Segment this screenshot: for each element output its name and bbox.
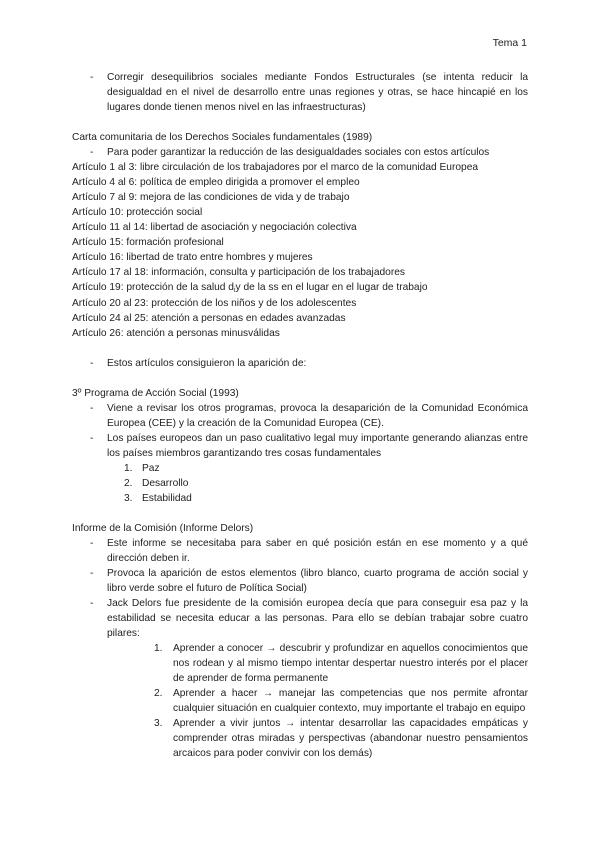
list-item: - Para poder garantizar la reducción de las desigualdades sociales con estos artículos	[90, 147, 490, 158]
page-header: Tema 1	[492, 37, 527, 49]
list-item: - Corregir desequilibrios sociales mediante Fondos Estructurales (se intenta reducir la desigualdad en el nivel de desarrollo entre unas regiones y otras, se hace hincapié en los lugares donde tienen menos nivel en las infraestructuras)	[90, 72, 528, 113]
numbered-item: 3. Estabilidad	[124, 493, 192, 504]
list-item: - Este informe se necesitaba para saber en qué posición están en ese momento y a qué dirección deben ir.	[90, 538, 528, 564]
section-heading-programa: 3º Programa de Acción Social (1993)	[72, 388, 239, 399]
list-item: - Los países europeos dan un paso cualitativo legal muy importante generando alianzas entre los países miembros garantizando tres cosas fundamentales	[90, 433, 528, 459]
list-item: - Jack Delors fue presidente de la comisión europea decía que para conseguir esa paz y la estabilidad se necesita educar a las personas. Para ello se debían trabajar sobre cuatro pilares:	[90, 598, 528, 639]
numbered-item: 1. Aprender a conocer → descubrir y profundizar en aquellos conocimientos que nos rodean y al mismo tiempo intentar despertar nuestro interés por el placer de aprender de forma permanente	[154, 643, 528, 684]
bullet-dash: -	[90, 72, 94, 83]
article-line: Artículo 17 al 18: información, consulta y participación de los trabajadores	[72, 267, 405, 278]
bullet-dash: -	[90, 147, 94, 158]
list-item: - Provoca la aparición de estos elementos (libro blanco, cuarto programa de acción social y libro verde sobre el futuro de Política Social)	[90, 568, 528, 594]
numbered-item: 2. Aprender a hacer → manejar las competencias que nos permite afrontar cualquier situación en cualquier contexto, muy importante el trabajo en equipo	[154, 688, 528, 714]
numbered-item: 3. Aprender a vivir juntos → intentar desarrollar las capacidades empáticas y comprender otras miradas y perspectivas (abandonar nuestro pensamientos arcaicos para poder convivir con los demás)	[154, 718, 528, 759]
numbered-item: 2. Desarrollo	[124, 478, 189, 489]
bullet-dash: -	[90, 538, 94, 549]
list-item: - Estos artículos consiguieron la aparición de:	[90, 358, 307, 369]
bullet-dash: -	[90, 433, 94, 444]
article-line: Artículo 10: protección social	[72, 207, 203, 218]
bullet-dash: -	[90, 568, 94, 579]
article-line: Artículo 15: formación profesional	[72, 237, 224, 248]
article-line: Artículo 4 al 6: política de empleo dirigida a promover el empleo	[72, 177, 360, 188]
document-body	[72, 70, 528, 761]
article-line: Artículo 24 al 25: atención a personas en edades avanzadas	[72, 313, 346, 324]
numbered-item: 1. Paz	[124, 463, 160, 474]
bullet-dash: -	[90, 598, 94, 609]
section-heading-delors: Informe de la Comisión (Informe Delors)	[72, 523, 254, 534]
article-line: Artículo 16: libertad de trato entre hombres y mujeres	[72, 252, 313, 263]
section-heading-carta: Carta comunitaria de los Derechos Sociales fundamentales (1989)	[72, 132, 373, 143]
article-line: Artículo 20 al 23: protección de los niños y de los adolescentes	[72, 298, 357, 309]
article-line: Artículo 1 al 3: libre circulación de los trabajadores por el marco de la comunidad Europea	[72, 162, 479, 173]
article-line: Artículo 19: protección de la salud diy de la ss en el lugar en el lugar de trabajo	[72, 282, 428, 294]
list-item: - Viene a revisar los otros programas, provoca la desaparición de la Comunidad Económica Europea (CEE) y la creación de la Comunidad Europea (CE).	[90, 403, 528, 429]
bullet-dash: -	[90, 358, 94, 369]
article-line: Artículo 7 al 9: mejora de las condiciones de vida y de trabajo	[72, 192, 350, 203]
bullet-dash: -	[90, 403, 94, 414]
article-line: Artículo 11 al 14: libertad de asociación y negociación colectiva	[72, 222, 357, 233]
article-line: Artículo 26: atención a personas minusválidas	[72, 328, 280, 339]
